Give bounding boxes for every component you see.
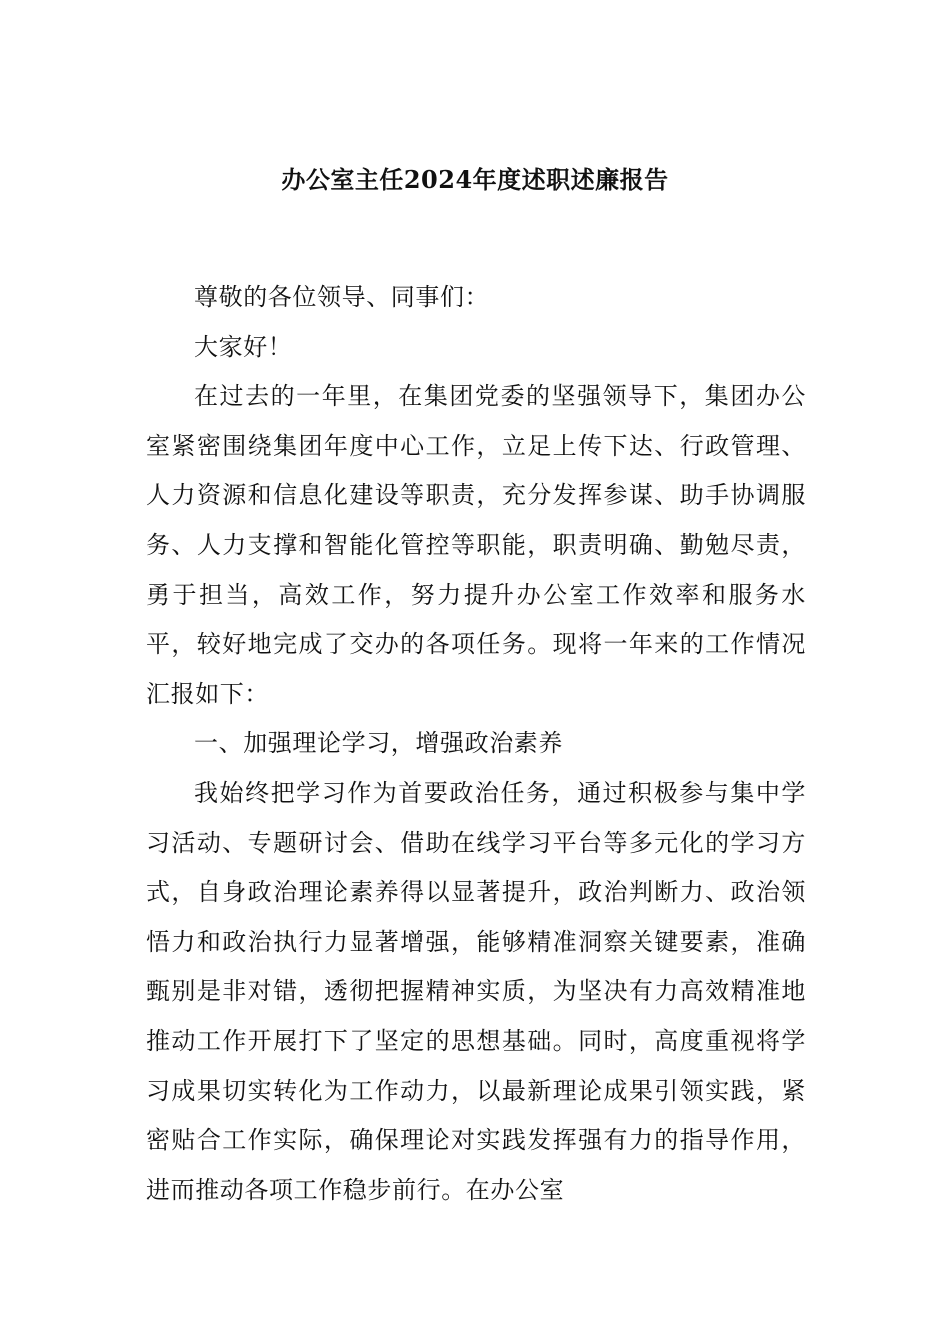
section-heading: 一、加强理论学习，增强政治素养 <box>194 729 563 758</box>
intro-paragraph: 在过去的一年里，在集团党委的坚强领导下，集团办公室紧密围绕集团年度中心工作，立足上传下达、行政管理、人力资源和信息化建设等职责，充分发挥参谋、助手协调服务、人力支撑和智能化管控等职能，职责明确、勤勉尽责，勇于担当，高效工作，努力提升办公室工作效率和服务水平，较好地完成了交办的各项任务。现将一年来的工作情况汇报如下： <box>146 382 806 708</box>
document-body <box>146 273 806 1215</box>
greeting-paragraph: 大家好！ <box>194 332 293 361</box>
document-title: 办公室主任2024年度述职述廉报告 <box>281 165 669 194</box>
salutation-paragraph: 尊敬的各位领导、同事们： <box>194 283 490 311</box>
section-body-paragraph: 我始终把学习作为首要政治任务，通过积极参与集中学习活动、专题研讨会、借助在线学习平台等多元化的学习方式，自身政治理论素养得以显著提升，政治判断力、政治领悟力和政治执行力显著增强，能够精准洞察关键要素，准确甄别是非对错，透彻把握精神实质，为坚决有力高效精准地推动工作开展打下了坚定的思想基础。同时，高度重视将学习成果切实转化为工作动力，以最新理论成果引领实践，紧密贴合工作实际，确保理论对实践发挥强有力的指导作用，进而推动各项工作稳步前行。在办公室 <box>146 778 806 1204</box>
